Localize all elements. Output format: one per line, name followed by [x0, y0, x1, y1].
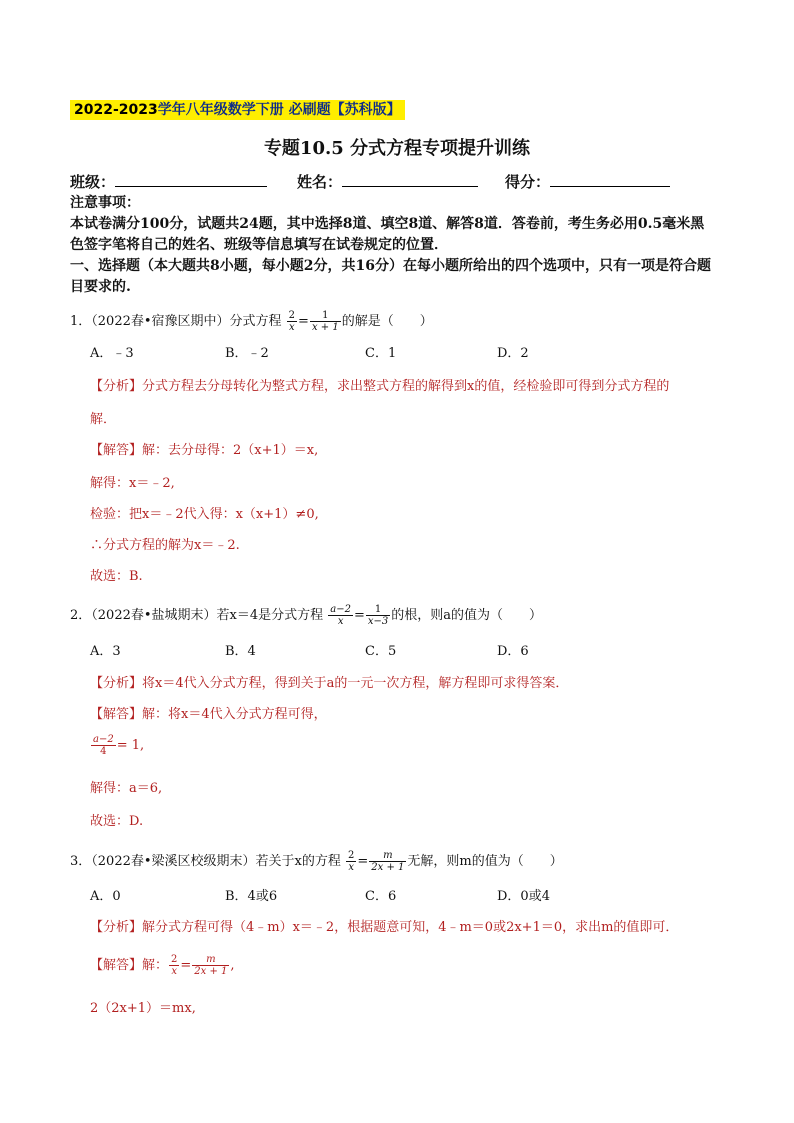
q1-stem: 1．（2022春•宿豫区期中）分式方程	[70, 314, 282, 329]
q2-answer: 【解答】解：将x＝4代入分式方程可得，	[90, 707, 327, 722]
question-3: 3．（2022春•梁溪区校级期末）若关于x的方程 $\frac{2}{x}$ = $\frac{m}{2x + 1}$ 无解，则m的值为（ ）	[70, 850, 563, 873]
header-edition: 【苏科版】	[330, 102, 401, 118]
q2-option-b: B．4	[225, 644, 256, 659]
q1-conclusion: ∴分式方程的解为x＝﹣2.	[90, 538, 240, 553]
name-label: 姓名：	[297, 173, 343, 191]
q3-option-a: A．0	[90, 889, 121, 904]
q2-equation: $\frac{a-2}{4}$ = 1,	[93, 734, 145, 757]
q1-fraction-left: $\frac{2}{x}$	[288, 310, 296, 333]
name-field	[297, 172, 478, 192]
q2-option-a: A．3	[90, 644, 121, 659]
page-title: 专题10.5 分式方程专项提升训练	[263, 138, 531, 159]
q3-option-d: D．0或4	[497, 889, 550, 904]
q1-option-a: A．﹣3	[90, 346, 134, 361]
name-blank	[342, 172, 478, 187]
class-label: 班级：	[70, 173, 116, 191]
q1-solve: 解得：x＝﹣2,	[90, 476, 175, 491]
section-line-1: 一、选择题（本大题共8小题，每小题2分，共16分）在每小题所给出的四个选项中，只有一项是符合题	[70, 258, 711, 274]
notice-line-2: 色签字笔将自己的姓名、班级等信息填写在试卷规定的位置．	[70, 237, 448, 253]
q1-analysis-2: 解．	[90, 412, 117, 427]
class-blank	[115, 172, 267, 187]
q1-option-b: B．﹣2	[225, 346, 269, 361]
notice-heading: 注意事项：	[70, 195, 140, 211]
score-field	[505, 172, 670, 192]
q1-fraction-right: $\frac{1}{x + 1}$	[311, 310, 339, 333]
header-series: 学年八年级数学下册 必刷题	[157, 102, 331, 118]
q3-fraction-right: $\frac{m}{2x + 1}$	[371, 850, 405, 873]
q3-answer: 【解答】解： $\frac{2}{x}$ = $\frac{m}{2x + 1}$ ,	[90, 954, 235, 977]
header-years: 2022-2023	[74, 102, 158, 118]
q3-option-c: C．6	[365, 889, 397, 904]
q1-check: 检验：把x＝﹣2代入得：x（x+1）≠0,	[90, 507, 319, 522]
q1-answer: 【解答】解：去分母得：2（x+1）＝x,	[90, 443, 319, 458]
score-blank	[550, 172, 670, 187]
class-field	[70, 172, 267, 192]
section-line-2: 目要求的.	[70, 279, 131, 295]
q2-fraction-left: $\frac{a-2}{x}$	[330, 604, 351, 627]
q2-option-c: C．5	[365, 644, 397, 659]
score-label: 得分：	[505, 173, 551, 191]
q1-option-c: C．1	[365, 346, 397, 361]
q2-stem: 2．（2022春•盐城期末）若x＝4是分式方程	[70, 608, 324, 623]
q3-analysis: 【分析】解分式方程可得（4﹣m）x＝﹣2，根据题意可知，4﹣m＝0或2x+1＝0，求出m的值即可．	[90, 920, 679, 935]
q3-fraction-work-right: $\frac{m}{2x + 1}$	[194, 954, 228, 977]
q1-analysis-1: 【分析】分式方程去分母转化为整式方程，求出整式方程的解得到x的值，经检验即可得到分式方程的	[90, 379, 670, 394]
q3-option-b: B．4或6	[225, 889, 278, 904]
q2-fraction-work: $\frac{a-2}{4}$	[93, 734, 114, 757]
question-2: 2．（2022春•盐城期末）若x＝4是分式方程 $\frac{a-2}{x}$ = $\frac{1}{x-3}$ 的根，则a的值为（ ）	[70, 604, 543, 627]
q3-fraction-work-left: $\frac{2}{x}$	[171, 954, 178, 977]
question-1: 1．（2022春•宿豫区期中）分式方程 $\frac{2}{x}$ = $\frac{1}{x + 1}$ 的解是（ ）	[70, 310, 433, 333]
header-badge	[70, 100, 405, 120]
q1-option-d: D．2	[497, 346, 529, 361]
q3-fraction-left: $\frac{2}{x}$	[348, 850, 355, 873]
q2-fraction-right: $\frac{1}{x-3}$	[367, 604, 389, 627]
q3-stem: 3．（2022春•梁溪区校级期末）若关于x的方程	[70, 854, 341, 869]
notice-line-1: 本试卷满分100分，试题共24题，其中选择8道、填空8道、解答8道．答卷前，考生务必用0.5毫米黑	[70, 216, 705, 232]
q3-line: 2（2x+1）＝mx,	[90, 1001, 196, 1016]
q2-option-d: D．6	[497, 644, 529, 659]
q1-choice: 故选：B.	[90, 569, 143, 584]
q2-solve: 解得：a＝6,	[90, 781, 163, 796]
q2-choice: 故选：D.	[90, 814, 144, 829]
q2-analysis: 【分析】将x＝4代入分式方程，得到关于a的一元一次方程，解方程即可求得答案．	[90, 676, 569, 691]
